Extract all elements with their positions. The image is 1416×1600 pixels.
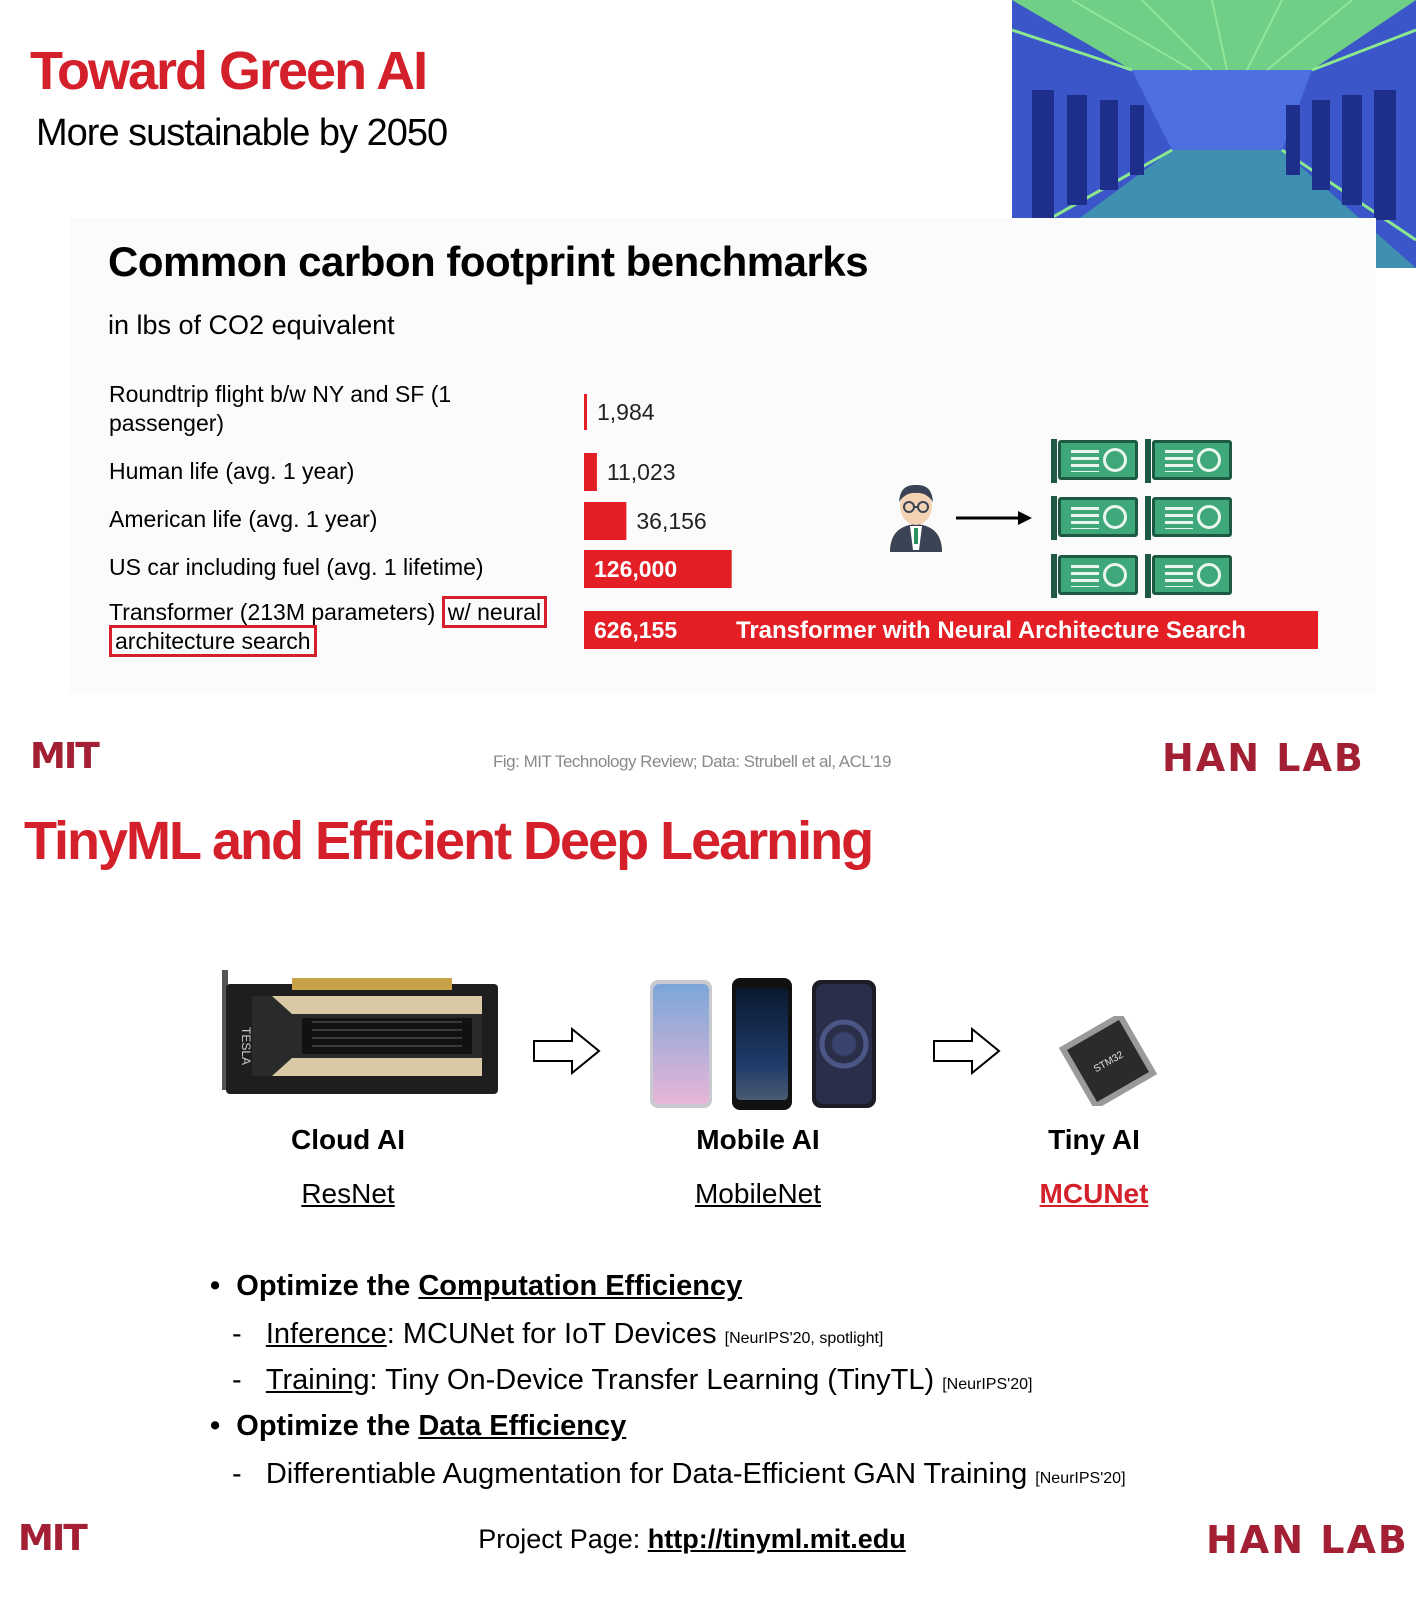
category-label-flight: Roundtrip flight b/w NY and SF (1 passenger) (109, 381, 452, 436)
bar-value-label-0: 1,984 (597, 399, 655, 425)
chart-subtitle: in lbs of CO2 equivalent (108, 310, 395, 340)
bullet-computation (210, 1270, 742, 1303)
bar-annotation: Transformer with Neural Architecture Search (736, 617, 1246, 644)
microcontroller-chip-image (1058, 1016, 1158, 1111)
tier-name-cloud: Cloud AI (290, 1124, 406, 1155)
gpu-card-image (212, 966, 502, 1111)
slide1-title: Toward Green AI (30, 41, 427, 101)
tier-name-mobile: Mobile AI (696, 1124, 820, 1155)
gpu-brand-text: TESLA (239, 1026, 253, 1066)
inference-ref: [NeurIPS'20, spotlight] (724, 1330, 884, 1347)
gpu-icon (1058, 497, 1138, 537)
bar-2 (584, 502, 626, 540)
transformer-label-highlight-2: architecture search (109, 625, 317, 657)
project-page-label: Project Page: (478, 1524, 648, 1554)
category-label-american: American life (avg. 1 year) (109, 506, 378, 532)
hollow-arrow-icon (932, 1026, 1002, 1081)
slide1-subtitle: More sustainable by 2050 (36, 112, 448, 154)
bullet-data (210, 1410, 626, 1443)
category-label-human: Human life (avg. 1 year) (109, 458, 355, 484)
mit-logo: MIT (18, 1518, 86, 1559)
right-arrow-icon (956, 508, 1032, 533)
training-link[interactable]: Training (265, 1364, 370, 1396)
training-ref: [NeurIPS'20] (942, 1376, 1033, 1393)
bar-value-label-1: 11,023 (606, 459, 676, 485)
inference-link[interactable]: Inference (265, 1318, 387, 1350)
bullet-data-prefix: Optimize the (236, 1410, 419, 1442)
hanlab-logo: HAN LAB (1162, 736, 1365, 780)
smartphones-image (650, 978, 886, 1117)
slide2-title: TinyML and Efficient Deep Learning (24, 811, 873, 871)
tier-name-tiny: Tiny AI (1048, 1124, 1140, 1155)
bar-chart (0, 0, 1416, 700)
bar-0 (584, 394, 587, 430)
dash-marker: - (232, 1318, 266, 1350)
category-label-car: US car including fuel (avg. 1 lifetime) (109, 554, 484, 580)
transformer-label-highlight-1: w/ neural (442, 596, 547, 628)
diffaug-text: Differentiable Augmentation for Data-Efficient GAN Training (265, 1458, 1036, 1490)
gpu-icon (1152, 497, 1232, 537)
transformer-label-plain: Transformer (213M parameters) (109, 599, 442, 625)
bullet-dot: • (210, 1270, 237, 1302)
inference-text: : MCUNet for IoT Devices (386, 1318, 725, 1350)
subbullet-training (232, 1364, 1032, 1397)
bar-value-label-4: 626,155 (594, 617, 678, 643)
hollow-arrow-icon (532, 1026, 602, 1081)
training-text: : Tiny On-Device Transfer Learning (TinyTL) (369, 1364, 943, 1396)
chart-source: Fig: MIT Technology Review; Data: Strubell et al, ACL'19 (493, 752, 891, 771)
tier-link-resnet[interactable]: ResNet (301, 1178, 395, 1209)
diffaug-ref: [NeurIPS'20] (1035, 1470, 1126, 1487)
computation-efficiency-link[interactable]: Computation Efficiency (418, 1270, 743, 1302)
person-icon (886, 480, 946, 552)
dash-marker: - (232, 1364, 266, 1396)
project-page-link[interactable]: http://tinyml.mit.edu (647, 1524, 906, 1554)
gpu-icon (1152, 555, 1232, 595)
mit-logo: MIT (30, 736, 98, 777)
bullet-dot: • (210, 1410, 237, 1442)
data-efficiency-link[interactable]: Data Efficiency (418, 1410, 627, 1442)
bar-1 (584, 453, 597, 491)
hanlab-logo: HAN LAB (1206, 1518, 1409, 1562)
bar-value-label-2: 36,156 (636, 508, 707, 534)
chip-label: STM32 (1092, 1049, 1126, 1076)
gpu-icon (1152, 440, 1232, 480)
dash-marker: - (232, 1458, 266, 1490)
bullet-computation-prefix: Optimize the (236, 1270, 419, 1302)
project-page (0, 1524, 1384, 1555)
bar-value-label-3: 126,000 (594, 556, 678, 582)
chart-title: Common carbon footprint benchmarks (108, 238, 869, 285)
tier-link-mobilenet[interactable]: MobileNet (694, 1178, 822, 1209)
gpu-icon (1058, 555, 1138, 595)
tier-link-mcunet[interactable]: MCUNet (1039, 1178, 1149, 1209)
subbullet-inference (232, 1318, 883, 1351)
gpu-icon (1058, 440, 1138, 480)
subbullet-diffaug (232, 1458, 1126, 1491)
